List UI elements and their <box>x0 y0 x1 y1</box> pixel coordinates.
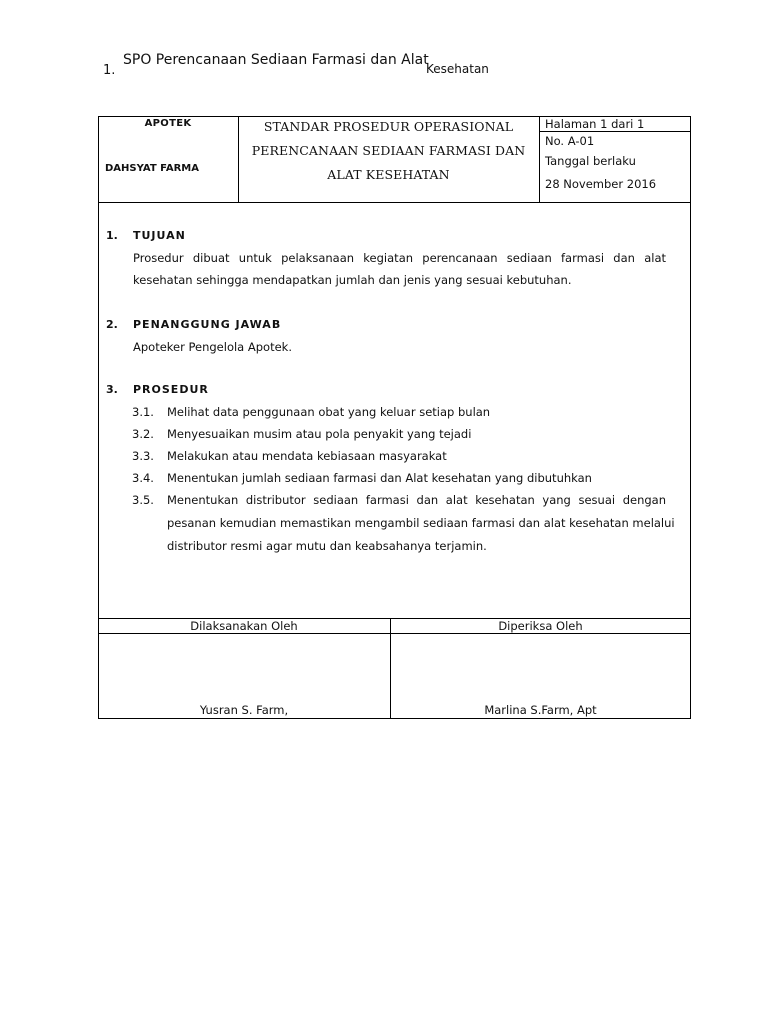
step-3-2-number: 3.2. <box>132 427 154 441</box>
section-1-line-1: Prosedur dibuat untuk pelaksanaan kegiatan perencanaan sediaan farmasi dan alat <box>133 251 666 265</box>
step-3-3-text: Melakukan atau mendata kebiasaan masyarakat <box>167 449 447 463</box>
section-2-line-1: Apoteker Pengelola Apotek. <box>133 340 292 354</box>
sop-title-line-1: STANDAR PROSEDUR OPERASIONAL <box>263 119 514 134</box>
table-border-right <box>690 116 691 719</box>
step-3-1-text: Melihat data penggunaan obat yang keluar setiap bulan <box>167 405 491 419</box>
header-col-divider-2 <box>539 116 540 203</box>
page-info: Halaman 1 dari 1 <box>545 117 645 131</box>
executed-by-label: Dilaksanakan Oleh <box>190 619 298 633</box>
step-3-5-line-1: Menentukan distributor sediaan farmasi dan alat kesehatan yang sesuai dengan <box>167 493 666 507</box>
document-heading <box>0 52 768 82</box>
document-number: No. A-01 <box>545 134 595 148</box>
sop-document-table <box>98 116 691 719</box>
heading-title-tail: Kesehatan <box>426 62 489 76</box>
apotek-label: APOTEK <box>144 118 192 129</box>
signature-header-divider <box>98 633 691 634</box>
step-3-2-text: Menyesuaikan musim atau pola penyakit yang tejadi <box>167 427 472 441</box>
step-3-5-line-3: distributor resmi agar mutu dan keabsahanya terjamin. <box>167 539 487 553</box>
step-3-5-number: 3.5. <box>132 493 154 507</box>
heading-title: SPO Perencanaan Sediaan Farmasi dan Alat <box>123 52 429 68</box>
sop-title-line-3: ALAT KESEHATAN <box>327 167 450 182</box>
section-2-title: PENANGGUNG JAWAB <box>133 318 282 331</box>
header-divider <box>98 202 691 203</box>
step-3-5-line-2: pesanan kemudian memastikan mengambil sediaan farmasi dan alat kesehatan melalui <box>167 516 675 530</box>
section-1-line-2: kesehatan sehingga mendapatkan jumlah dan jenis yang sesuai kebutuhan. <box>133 273 572 287</box>
step-3-4-text: Menentukan jumlah sediaan farmasi dan Alat kesehatan yang dibutuhkan <box>167 471 592 485</box>
section-1-number: 1. <box>106 229 118 242</box>
section-3-number: 3. <box>106 383 118 396</box>
section-1-title: TUJUAN <box>133 229 186 242</box>
apotek-name: DAHSYAT FARMA <box>105 163 199 174</box>
sop-title-line-2: PERENCANAAN SEDIAAN FARMASI DAN <box>251 143 526 158</box>
effective-date: 28 November 2016 <box>545 177 657 191</box>
executed-by-name: Yusran S. Farm, <box>199 703 289 717</box>
meta-row-divider <box>539 131 691 132</box>
table-border-bottom <box>98 718 691 719</box>
checked-by-name: Marlina S.Farm, Apt <box>484 703 597 717</box>
step-3-1-number: 3.1. <box>132 405 154 419</box>
heading-number: 1. <box>103 63 116 78</box>
step-3-4-number: 3.4. <box>132 471 154 485</box>
effective-date-label: Tanggal berlaku <box>545 154 636 168</box>
section-2-number: 2. <box>106 318 118 331</box>
step-3-3-number: 3.3. <box>132 449 154 463</box>
checked-by-label: Diperiksa Oleh <box>498 619 583 633</box>
section-3-title: PROSEDUR <box>133 383 209 396</box>
